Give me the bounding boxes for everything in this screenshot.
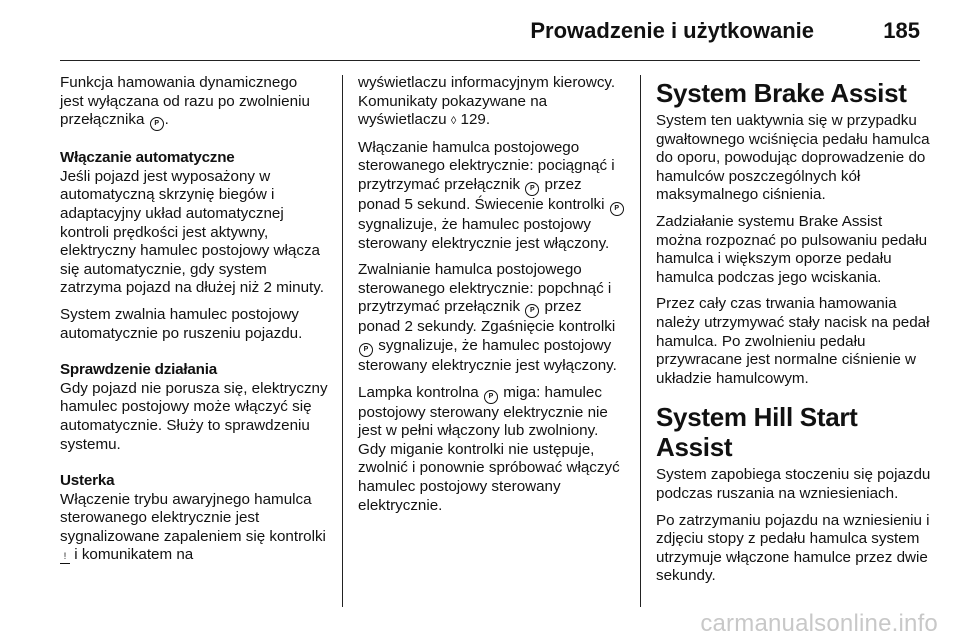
service-warning-icon: ! [60,551,70,564]
subheading-fault: Usterka [60,472,115,490]
subheading-check: Sprawdzenie działania [60,361,218,379]
paragraph-fault: Włączenie trybu awaryjnego hamulca sterowanego elektrycznie jest sygnalizowane zapaleniem się kontrolki ! i komunikatem na [60,490,326,564]
page-title: Prowadzenie i użytkowanie [530,18,814,43]
paragraph-auto: Jeśli pojazd jest wyposażony w automatyczną skrzynię biegów i adaptacyjny układ automatycznej kontroli prędkości jest aktywny, elektryczny hamulec postojowy włącza się automatycznie, gdy system zatrzyma pojazd na dłużej niż 2 minuty. [60,167,324,297]
parking-brake-icon: P [525,304,539,318]
paragraph-check: Gdy pojazd nie porusza się, elektryczny hamulec postojowy może włączyć się automatycznie. Służy to sprawdzeniu systemu. [60,379,328,453]
page-number: 185 [883,18,920,43]
column-divider-2 [640,75,641,607]
paragraph-brake-assist-2: Zadziałanie systemu Brake Assist można rozpoznać po pulsowaniu pedału hamulca i większym oporze pedału hamulca podczas jego wciskania. [656,212,928,286]
paragraph-release: System zwalnia hamulec postojowy automatycznie po ruszeniu pojazdu. [60,305,303,342]
paragraph-engage: Włączanie hamulca postojowego sterowanego elektrycznie: pociągnąć i przytrzymać przełącznik P przez ponad 5 sekund. Świecenie kontrolki P sygnalizuje, że hamulec postojowy sterowany elektrycznie jest włączony. [358,139,628,253]
paragraph-hill-start-1: System zapobiega stoczeniu się pojazdu podczas ruszania na wzniesieniach. [656,466,931,502]
parking-brake-icon: P [525,182,539,196]
parking-brake-icon: P [150,117,164,131]
column-divider-1 [342,75,343,607]
page-header [0,0,960,60]
parking-brake-icon: P [610,202,624,216]
paragraph-hill-start-2: Po zatrzymaniu pojazdu na wzniesieniu i zdjęciu stopy z pedału hamulca system utrzymuje włączone hamulce przez dwie sekundy. [656,511,930,585]
header-divider [60,60,920,61]
paragraph-display: wyświetlaczu informacyjnym kierowcy. Komunikaty pokazywane na wyświetlaczu ◊ 129. [358,74,628,131]
parking-brake-icon: P [484,390,498,404]
parking-brake-icon: P [359,343,373,357]
column-middle [358,74,628,523]
page-reference-icon: ◊ [450,115,457,128]
paragraph-brake-assist-3: Przez cały czas trwania hamowania należy utrzymywać stały nacisk na pedał hamulca. Po zwolnieniu pedału przywracane jest normalne ciśnienie w układzie hamulcowym. [656,295,930,387]
paragraph-dynamic-braking: Funkcja hamowania dynamicznego jest wyłączana od razu po zwolnieniu przełącznika P . [60,74,332,131]
paragraph-release-brake: Zwalnianie hamulca postojowego sterowanego elektrycznie: popchnąć i przytrzymać przełącznik P przez ponad 2 sekundy. Zgaśnięcie kontrolki P sygnalizuje, że hamulec postojowy sterowany elektrycznie jest wyłączony. [358,261,617,374]
paragraph-warning-lamp: Lampka kontrolna P miga: hamulec postojowy sterowany elektrycznie nie jest w pełni włączony lub zwolniony. Gdy miganie kontrolki nie ustępuje, zwolnić i ponownie spróbować włączyć hamulec postojowy sterowany elektrycznie. [358,383,620,514]
heading-hill-start: System Hill Start Assist [656,402,858,463]
subheading-auto: Włączanie automatyczne [60,149,235,167]
heading-brake-assist: System Brake Assist [656,78,907,108]
watermark: carmanualsonline.info [700,610,938,637]
paragraph-brake-assist-1: System ten uaktywnia się w przypadku gwałtownego wciśnięcia pedału hamulca do oporu, powodując doprowadzenie do hamulców poszczególnych kół maksymalnego ciśnienia. [656,112,930,204]
column-right [656,74,932,594]
column-left [60,74,332,573]
